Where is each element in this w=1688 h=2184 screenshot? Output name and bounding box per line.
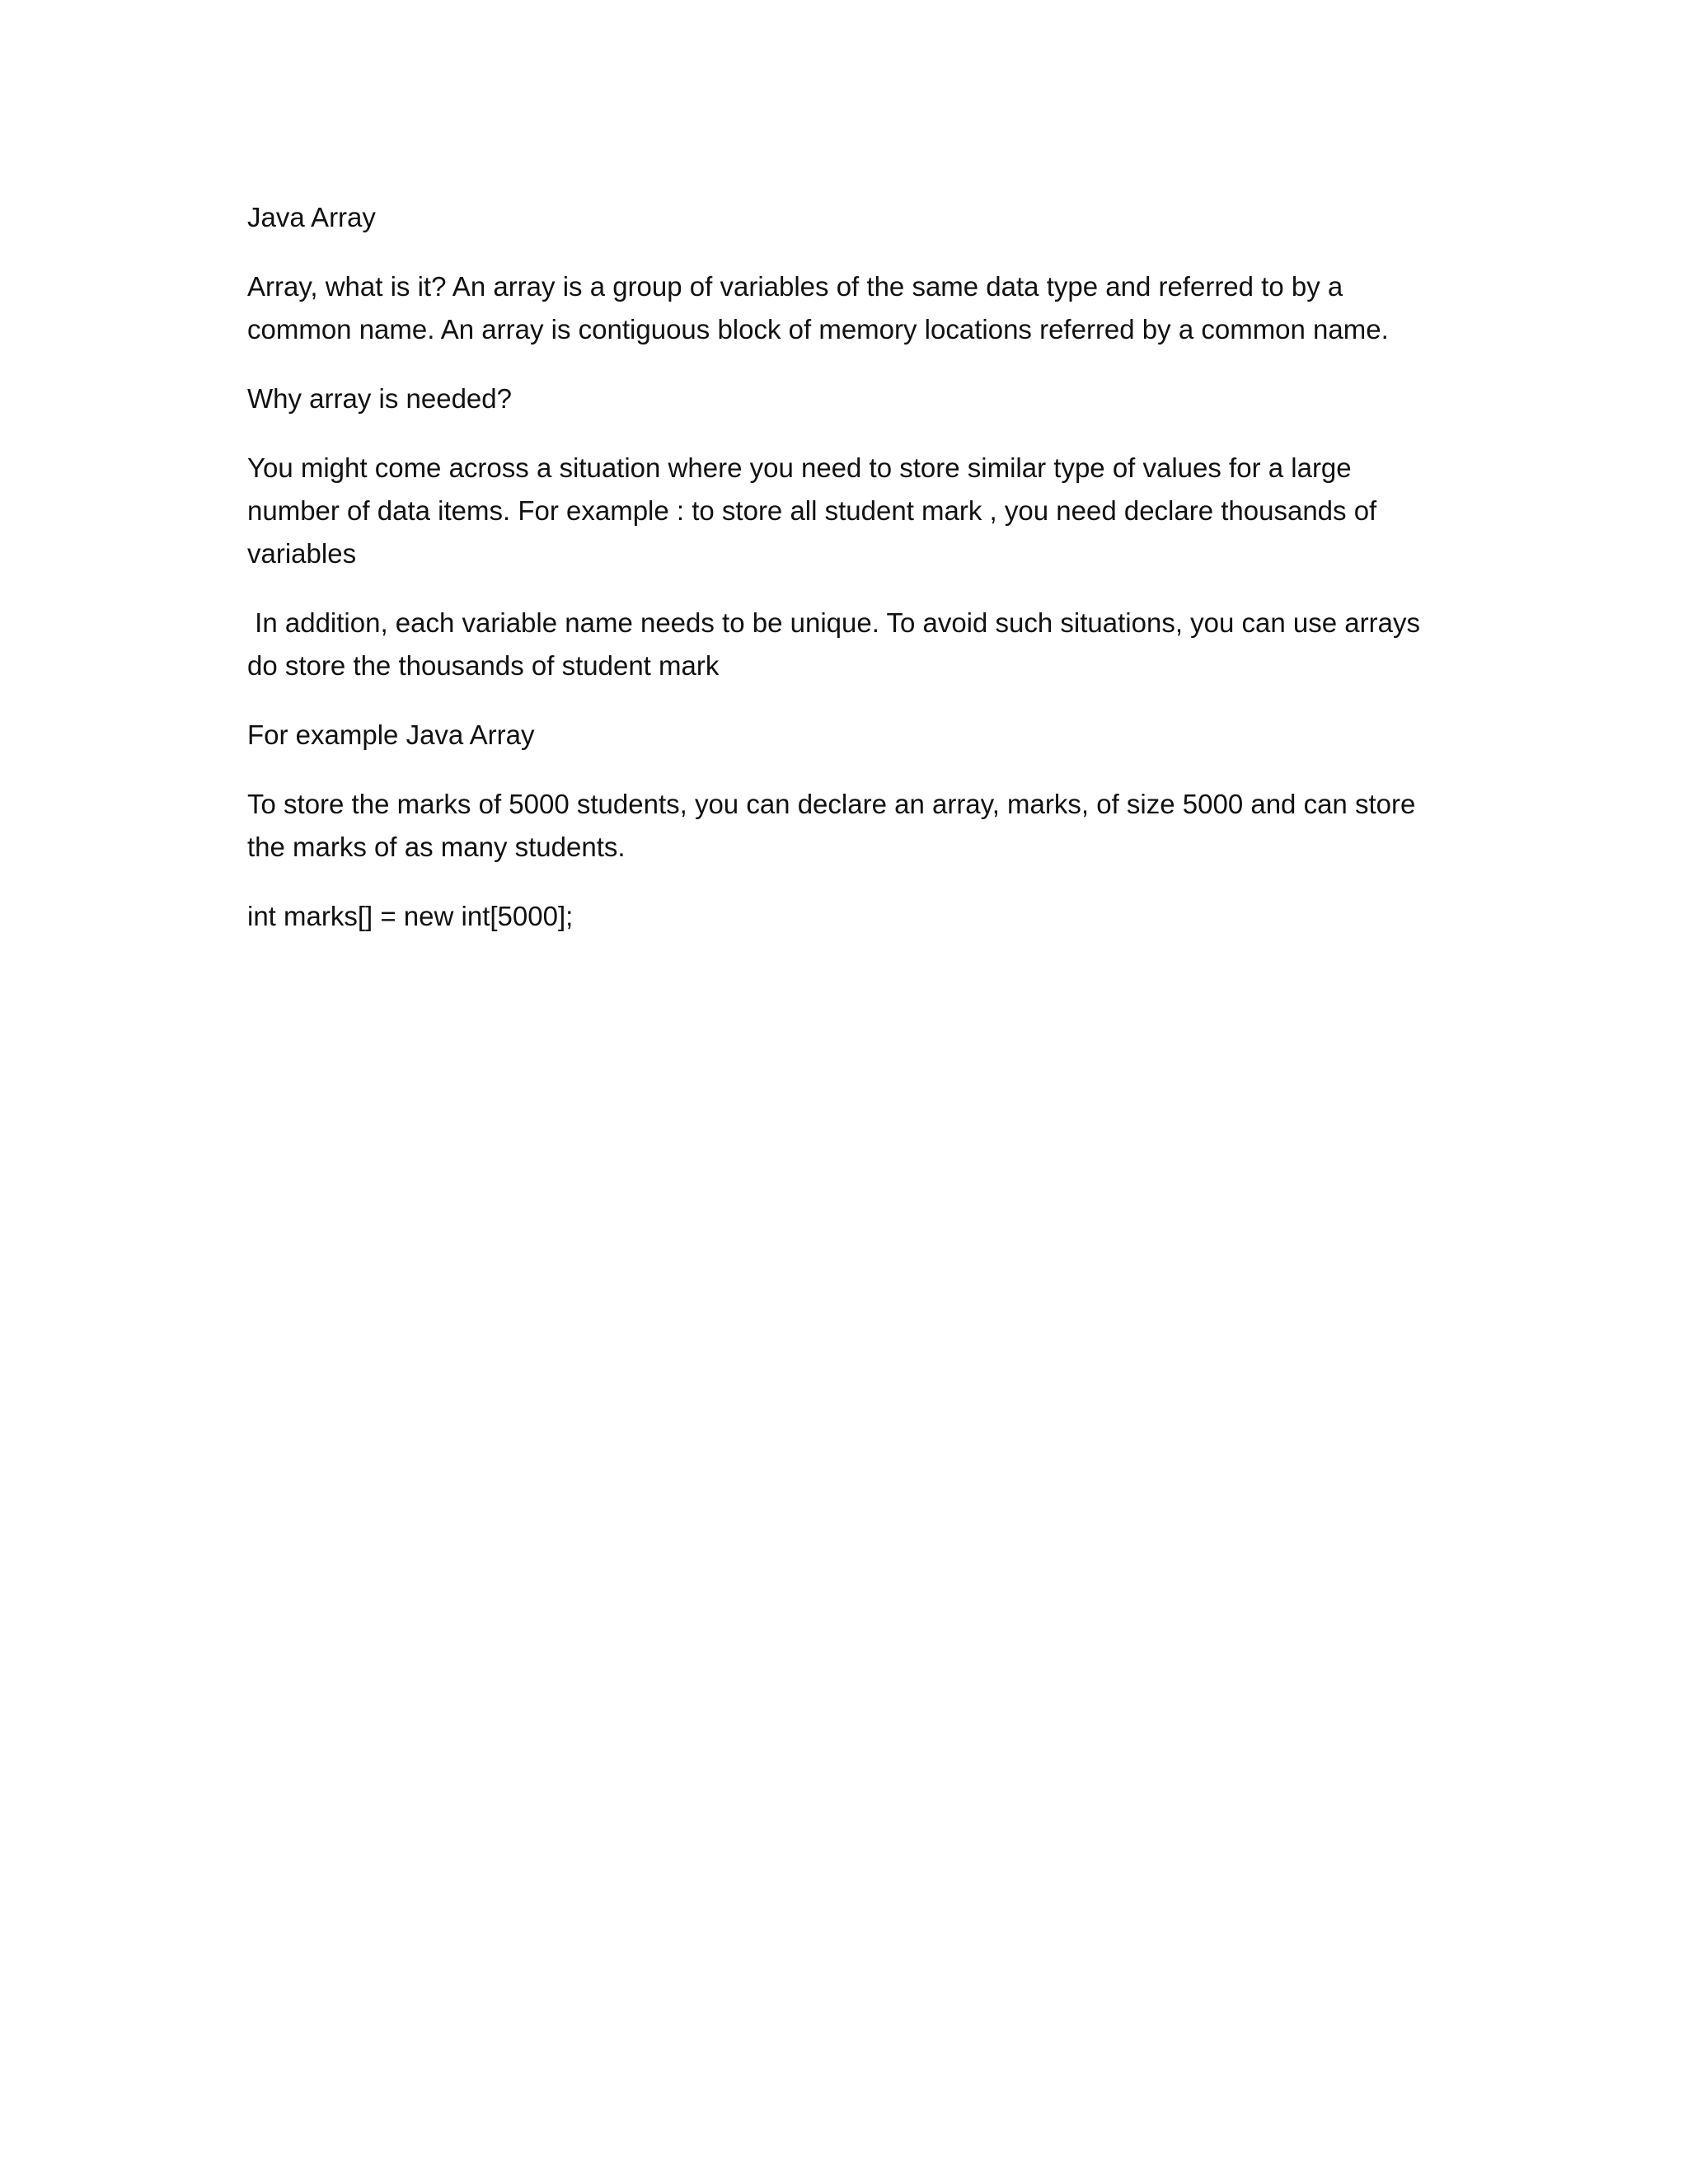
paragraph-why-needed: Why array is needed? — [247, 383, 512, 414]
paragraph-example-heading: For example Java Array — [247, 719, 535, 750]
paragraph-situation: You might come across a situation where you need to store similar type of values for a large number of data items. For example : to store all student mark , you need declare thousands of variables — [247, 452, 1385, 569]
document-body — [247, 196, 1451, 964]
code-line-declaration: int marks[] = new int[5000]; — [247, 901, 574, 931]
paragraph-unique-names: In addition, each variable name needs to be unique. To avoid such situations, you can use arrays do store the thousands of student mark — [247, 607, 1428, 681]
document-title: Java Array — [247, 202, 376, 232]
paragraph-example-description: To store the marks of 5000 students, you can declare an array, marks, of size 5000 and can store the marks of as many students. — [247, 789, 1423, 862]
paragraph-array-definition: Array, what is it? An array is a group of variables of the same data type and referred to by a common name. An array is contiguous block of memory locations referred by a common name. — [247, 271, 1389, 344]
